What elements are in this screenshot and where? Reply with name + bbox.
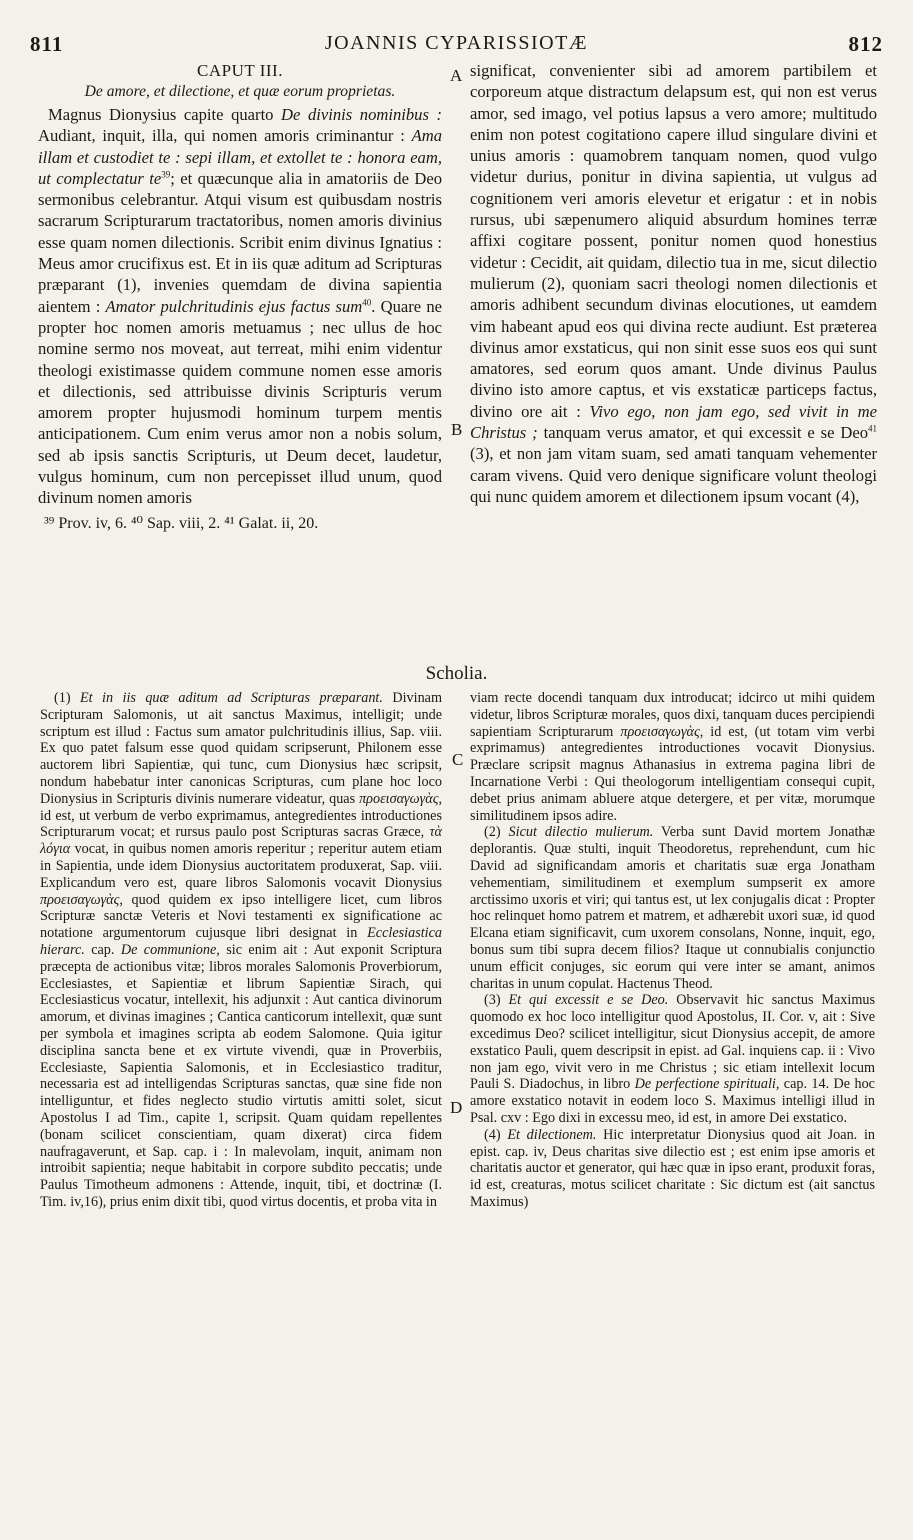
greek-word: τὰ λόγια xyxy=(40,824,442,858)
italic-run: De communione, xyxy=(120,941,220,958)
lemma: Sicut dilectio mulierum. xyxy=(508,824,654,841)
text-run: cap. xyxy=(84,941,121,958)
italic-run: De perfectione spirituali, xyxy=(634,1076,780,1093)
margin-mark-b: B xyxy=(451,420,463,439)
scholion-3 xyxy=(470,992,875,1126)
italic-run: Amator pulchritudinis ejus factus sum xyxy=(105,296,363,316)
text-run: Divinam Scripturam Salomonis, ut ait sanctus Maximus, intelligit; unde scriptum est illud : Factus sum amator pulchritudinis illius, Sap. viii. Ex quo patet falsum esse quod quidam scripserunt, Philonem esse auctorem libri Sapientiæ, qui tunc, cum Dionysius hæc scripsit, nondum habebatur inter canonicas Scripturas, cum plane hoc loco Dionysius in Scripturis divinis numerare videatur, quas xyxy=(40,690,442,807)
text-run: cap. 14. De hoc amore exstatico notavit in eodem loco S. Maximus intelligi illud in Psal. cxv : Ego dixi in excessu meo, id est, in amore Dei exstatico. xyxy=(470,1076,875,1126)
scholia-column-left xyxy=(40,690,442,1211)
text-run: tanquam verus amator, et qui excessit e se Deo xyxy=(537,423,868,443)
lemma: Et in iis quæ aditum ad Scripturas præparant. xyxy=(79,690,383,706)
margin-mark-d: D xyxy=(450,1098,463,1117)
italic-run: Ama illam et custodiet te : sepi illam, et extollet te : honora eam, ut complectatur te xyxy=(38,126,442,188)
text-run: Audiant, inquit, illa, qui nomen amoris criminantur : xyxy=(38,126,412,146)
text-run: (3), et non jam vitam suam, sed amati tanquam vehementer caram vivens. Quid vero denique significare volunt theologi qui nunc quidem amorem et dilectionem ipsum vocant (4), xyxy=(470,444,877,506)
footnote-ref: 41 xyxy=(868,423,877,434)
text-run: viam recte docendi tanquam dux introducat; idcirco ut mihi quidem videtur, libros Scripturæ morales, quos dixi, tanquam duces percipiendi sapientiam Scripturarum xyxy=(470,690,875,740)
lemma: Et dilectionem. xyxy=(507,1126,597,1143)
greek-word: προεισαγωγὰς xyxy=(40,891,120,908)
text-run: , quod quidem ex ipso intelligere licet, cum libros Scripturæ sanctæ Veteris et Novi testamenti ex significatione ac notatione argumentorum cujusque libri designat in xyxy=(40,891,442,942)
chapter-title: CAPUT III. xyxy=(197,61,283,80)
note-number: (3) xyxy=(484,992,509,1009)
footnote-ref: 40 xyxy=(362,297,372,308)
text-run: vocat, in quibus nomen amoris reperitur ; reperitur autem etiam in Sapientia, unde idem Dionysius auctoritatem produxerat, Sap. viii. Explicandum vero est, quare libros Salomonis vocavit Dionysius xyxy=(40,841,442,891)
note-number: (1) xyxy=(54,690,80,706)
text-run: , id est, (ut totam vim verbi exprimamus) antegredientes introductiones vocavit Dionysius. Præclare scripsit magnus Athanasius in extrema pagina libri de Incarnatione Verbi : Qui theologorum intelligentiam consequi cupit, debet prius animam abluere atque detergere, et per vitæ, morumque similitudinem ipsos adire. xyxy=(470,723,875,824)
scholia-column-right xyxy=(470,690,875,1211)
footnote-ref: 39 xyxy=(161,169,171,180)
page-number-right: 812 xyxy=(848,32,883,56)
scholion-2 xyxy=(470,824,875,992)
text-run: Verba sunt David mortem Jonathæ deplorantis. Quæ stulti, inquit Theodoretus, reprehendunt, cum hic David ad significandam amoris et charitatis suæ erga Jonatham vehementiam, similitudinem et exemplum sumpserit ex amore arctissimo uxoris et viri; qui tantus est, ut lex conjugalis dicat : Propter hoc relinquet homo patrem et matrem, et adhærebit uxori suæ, id quod Elcana etiam significavit, cum uxorem consolans, Nonne, inquit, ego, bonus sum tibi supra decem filios? Itaque ut connubialis conjunctio unum efficit conjuges, sic eorum qui vere inter se amant, animos charitas in unum copulat. Hactenus Theod. xyxy=(470,824,875,992)
scholion-1-continued xyxy=(470,690,875,824)
text-run: ; et quæcunque alia in amatoriis de Deo sermonibus celebrantur. Atqui visum est quibusdam nostris sacrarum Scripturarum tractatoribus, nomen amoris divinius esse quam nomen dilectionis. Scribit enim divinus Ignatius : Meus amor crucifixus est. Et in iis quæ aditum ad Scripturas præparant (1), invenies quemdam de divina sapientia aientem : xyxy=(38,168,443,316)
margin-mark-c: C xyxy=(452,750,464,769)
text-run: Magnus Dionysius capite quarto xyxy=(48,105,282,124)
italic-run: De divinis nominibus : xyxy=(281,105,443,124)
running-title: JOANNIS CYPARISSIOTÆ xyxy=(324,32,589,54)
text-run: Observavit hic sanctus Maximus quomodo ex hoc loco intelligitur quod Apostolus, II. Cor. v, ait : Sive excedimus Deo? scilicet intelligitur, sicut Dionysius accepit, de amore exstatico Pauli, quem descripsit in epist. ad Gal. inquiens cap. ii : Vivo non jam ego, vivit vero in me Christus ; sic etiam intellexit locum Pauli S. Diadochus, in libro xyxy=(470,992,875,1093)
lemma: Et qui excessit e se Deo. xyxy=(508,992,669,1009)
chapter-subtitle: De amore, et dilectione, et quæ eorum proprietas. xyxy=(84,83,396,100)
main-column-right xyxy=(470,60,877,507)
scholion-4 xyxy=(470,1127,875,1211)
text-run: Hic interpretatur Dionysius quod ait Joan. in epist. cap. iv, Deus charitas sive dilectio est ; est enim ipse amoris et charitatis auctor et generator, qui hæc quæ in ipso erant, produxit foras, id est, creaturas, motus scilicet charitate : Sic dictum est (ait sanctus Maximus) xyxy=(470,1126,876,1210)
text-run: , id est, ut verbum de verbo exprimamus, antegredientes introductiones Scripturarum vocat; et rursus paulo post Scripturas sacras Græce, xyxy=(40,790,442,841)
italic-run: Ecclesiastica hierarc. xyxy=(40,925,442,958)
note-number: (2) xyxy=(484,824,509,841)
paragraph xyxy=(470,60,877,507)
note-number: (4) xyxy=(484,1126,508,1143)
scholion-1 xyxy=(40,690,442,1211)
greek-word: προεισαγωγὰς xyxy=(620,723,700,740)
margin-mark-a: A xyxy=(450,66,463,85)
footnotes: ³⁹ Prov. iv, 6. ⁴⁰ Sap. viii, 2. ⁴¹ Galat. ii, 20. xyxy=(44,514,319,532)
text-run: . Quare ne propter hoc nomen amoris metuamus ; nec ullus de hoc nomine sermo nos moveat, aut terreat, mihi enim videntur theologi existimasse quidem commune nomen esse amoris et dilectionis, sed attribuisse divinis Scripturis verum amorem propter hujusmodi hominum turpem mentis anticipationem. Cum enim verus amor non a nobis solum, sed ab ipsis sanctis Scripturis, ut Deum decet, laudetur, vulgus hominum, cum non percepisset illud unum, quod divinum nomen amoris xyxy=(38,296,442,508)
scholia-heading: Scholia. xyxy=(425,663,488,684)
text-run: significat, convenienter sibi ad amorem partibilem et corporeum atque distractum delapsum est, qui non est verus amor, sed imago, vel potius lapsus a vero amore; multitudo enim non potest cogitationo capere illud singulare divini et unius amoris : quamobrem tanquam nomen, quod vulgo videtur durius, ponitur in divina sapientia, ut vulgus ad cognitionem veri amoris elevetur et erigatur : et in nobis rursus, ubi sæpenumero aliquid absurdum homines terræ affixi cogitare possent, ponitur nomen quod honestius videtur : Cecidit, ait quidam, dilectio tua in me, sicut dilectio mulierum (2), quoniam sacri theologi nomen dilectionis et amoris adhibent secundum divinas elocutiones, ut eamdem vim habeant apud eos qui divina recte audiunt. Est præterea divinus amor exstaticus, qui non sinit esse suos eos qui sunt amatores, sed eorum quos amant. Unde divinus Paulus divino isto amore captus, et vis exstaticæ particeps factus, divino ore ait : xyxy=(470,61,877,421)
paragraph xyxy=(38,104,442,509)
main-column-left xyxy=(38,60,442,534)
text-run: sic enim ait : Aut exponit Scriptura præcepta de actionibus vitæ; libros morales Salomonis Proverbiorum, Ecclesiastes, et Sapientiæ et librum Sapientiæ Sirach, qui Ecclesiasticus vocatur, intellexit, his adjunxit : Aut cantica divinorum amorum, et divinas imagines ; Cantica canticorum intellexit, quæ sunt per symbola et imagines scripta ab eodem Salomone. Quia igitur disciplina sancta bene et ex virtute vivendi, quæ in Proverbiis, Ecclesiaste, Sapientia Salomonis, et in Ecclesiastico traditur, necessaria est ad intelligendas Scripturas sanctas, quæ sine fide non intelliguntur, et fides neglecto studio virtutis amitti solet, sicut Apostolus I ad Tim., capite 1, scripsit. Quam quidam repellentes (bonam scilicet conscientiam, quam dixerat) circa fidem naufragaverunt, et Sap. cap. i : In malevolam, inquit, animam non introibit sapientia; neque habitabit in corpore subdito peccatis; unde Paulus Timotheum admonens : Attende, inquit, tibi, et doctrinæ (I. Tim. iv,16), prius enim dixit tibi, quod virtus docentis, et proba vita in xyxy=(40,941,442,1210)
italic-run: Vivo ego, non jam ego, sed vivit in me Christus ; xyxy=(470,401,878,443)
page-number-left: 811 xyxy=(30,32,64,56)
greek-word: προεισαγωγὰς xyxy=(359,790,439,807)
